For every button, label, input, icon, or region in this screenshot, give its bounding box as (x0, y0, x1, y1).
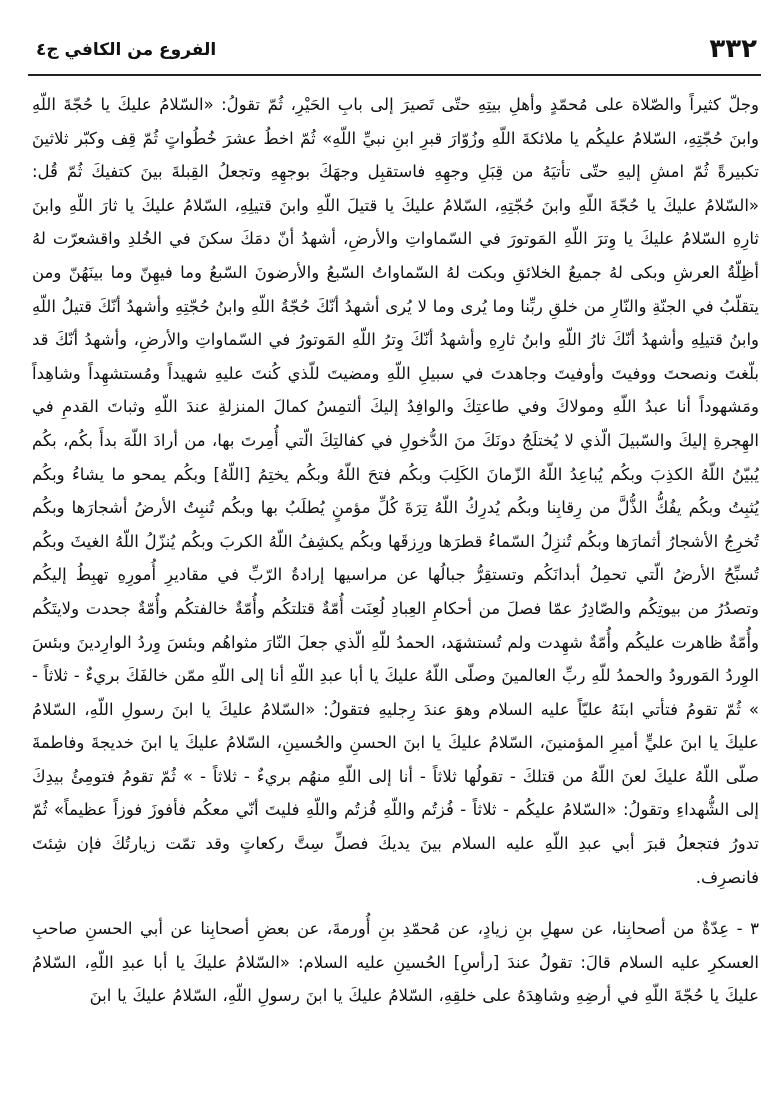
page-number: ٣٣٢ (709, 34, 757, 64)
running-title: الفروع من الكافي ج٤ (36, 40, 217, 60)
paragraph-hadith-3: ٣ - عِدّةٌ من أصحابِنا، عن سهلِ بنِ زيادٍ، عن مُحمّدِ بنِ أُورمةَ، عن بعضِ أصحابِنا عن أبي الحسنِ صاحبِ العسكرِ عليه السلام قالَ: تقولُ عندَ [رأسِ] الحُسينِ عليه السلام: «السّلامُ عليكَ يا أبا عبدِ اللّهِ، السّلامُ عليكَ يا حُجّةَ اللّهِ في أرضِهِ وشاهِدَهُ على خلقِهِ، السّلامُ عليكَ يا ابنَ رسولِ اللّهِ، السّلامُ عليكَ يا ابنَ (32, 919, 759, 1006)
paragraph-spacer (32, 894, 759, 912)
header-divider (28, 74, 761, 76)
page-header (34, 22, 763, 80)
paragraph-ziyara-continued: وجلّ كثيراً والصّلاة على مُحمّدٍ وأهلِ بيتِهِ حتّى تَصيرَ إلى بابِ الحَيْرِ، ثُمّ تقولُ: «السّلامُ عليكَ يا حُجّةَ اللّهِ وابنَ حُجّتِهِ، السّلامُ عليكُم يا ملائكةَ اللّهِ وزُوّارَ قبرِ ابنِ نبيِّ اللّهِ» ثُمّ اخطُ عشرَ خُطُواتٍ ثُمّ قِف وكبّر ثلاثينَ تكبيرةً ثُمّ امشِ إليهِ حتّى تأتيَهُ من قِبَلِ وجهِهِ فاستقبِل وجهَكَ بوجهِهِ وتجعلُ القِبلةَ بينَ كتفيكَ ثُمّ قُل: «السّلامُ عليكَ يا حُجّةَ اللّهِ وابنَ حُجّتِهِ، السّلامُ عليكَ يا قتيلَ اللّهِ وابنَ قتيلِهِ، السّلامُ عليكَ يا ثارَ اللّهِ وابنَ ثارِهِ السّلامُ عليكَ يا وِترَ اللّهِ المَوتورَ في السّماواتِ والأرضِ، أشهدُ أنّ دمَكَ سكنَ في الخُلدِ واقشعرّت لهُ أظِلّةُ العرشِ وبكى لهُ جميعُ الخلائقِ وبكت لهُ السّماواتُ السّبعُ والأرضونَ السّبعُ وما فيهِنّ وما بينَهُنّ ومن يتقلّبُ في الجنّةِ والنّارِ من خلقِ ربِّنا وما يُرى وما لا يُرى أشهدُ أنّكَ حُجّةُ اللّهِ وابنُ حُجّتِهِ وأشهدُ أنّكَ قتيلُ اللّهِ وابنُ قتيلِهِ وأشهدُ أنّكَ ثارُ اللّهِ وابنُ ثارِهِ وأشهدُ أنّكَ وِترُ اللّهِ المَوتورُ في السّماواتِ والأرضِ، وأشهدُ أنّكَ قد بلّغتَ ونصحتَ ووفيتَ وأوفيتَ وجاهدتَ في سبيلِ اللّهِ ومضيتَ للّذي كُنتَ عليهِ شهيداً ومُستشهِداً وشاهِداً ومَشهوداً أنا عبدُ اللّهِ ومولاكَ وفي طاعتِكَ والوافِدُ إليكَ ألتمِسُ كمالَ المنزلةِ عندَ اللّهِ وثباتَ القدمِ في الهِجرةِ إليكَ والسّبيلَ الّذي لا يُختلَجُ دونَكَ منَ الدُّخولِ في كفالتِكَ الّتي أُمِرتَ بها، من أرادَ اللّهَ بدأَ بكُم، بكُم يُبيّنُ اللّهُ الكذِبَ وبكُم يُباعِدُ اللّهُ الزّمانَ الكَلِبَ وبكُم فتحَ اللّهُ وبكُم يختِمُ [اللّهُ] وبكُم يمحو ما يشاءُ وبكُم يُثبِتُ وبكُم يفُكُّ الذُّلَّ من رِقابِنا وبكُم يُدرِكُ اللّهُ تِرَةَ كُلِّ مؤمنٍ يُطلَبُ بها وبكُم تُنبِتُ الأرضُ أشجارَها وبكُم تُخرِجُ الأشجارُ أثمارَها وبكُم تُنزِلُ السّماءُ قطرَها ورِزقَها وبكُم يكشِفُ اللّهُ الكربَ وبكُم يُنزّلُ اللّهُ الغيثَ وبكُم تُسبِّحُ الأرضُ الّتي تحمِلُ أبدانَكُم وتستقِرُّ جبالُها عن مراسيها إرادةُ الرّبِّ في مقاديرِ أُمورِهِ تهبِطُ إليكُم وتصدُرُ من بيوتِكُم والصّادِرُ عمّا فصلَ من أحكامِ العِبادِ لُعِنَت أُمّةٌ قتلتكُم وأُمّةٌ خالفتكُم وأُمّةٌ جحدت ولايتَكُم وأُمّةٌ ظاهرت عليكُم وأُمّةٌ شهِدت ولم تُستشهَد، الحمدُ للّهِ الّذي جعلَ النّارَ مثواهُم وبئسَ وِردُ الوارِدينَ وبئسَ الوِردُ المَورودُ والحمدُ للّهِ ربِّ العالمينَ وصلّى اللّهُ عليكَ يا أبا عبدِ اللّهِ أنا إلى اللّهِ ممّن خالفَكَ بريءٌ - ثلاثاً - » ثُمّ تقومُ فتأتي ابنَهُ عليّاً عليه السلام وهوَ عندَ رِجليهِ فتقولُ: «السّلامُ عليكَ يا ابنَ رسولِ اللّهِ، السّلامُ عليكَ يا ابنَ عليٍّ أميرِ المؤمنينَ، السّلامُ عليكَ يا ابنَ الحسنِ والحُسينِ، السّلامُ عليكَ يا ابنَ خديجةَ وفاطمةَ صلّى اللّهُ عليكَ لعنَ اللّهُ من قتلكَ - تقولُها ثلاثاً - أنا إلى اللّهِ منهُم بريءٌ - ثلاثاً - » ثُمّ تقومُ فتومِئُ بيدِكَ إلى الشُّهداءِ وتقولُ: «السّلامُ عليكُم - ثلاثاً - فُزتُم واللّهِ فُزتُم واللّهِ فليتَ أنّي معكُم فأفوزَ فوزاً عظيماً» ثُمّ تدورُ فتجعلُ قبرَ أبي عبدِ اللّهِ عليه السلام بينَ يديكَ فصلِّ سِتَّ ركعاتٍ وقد تمّت زيارتُكَ فإن شِئتَ فانصرِف. (32, 95, 759, 887)
main-text (32, 88, 759, 1013)
